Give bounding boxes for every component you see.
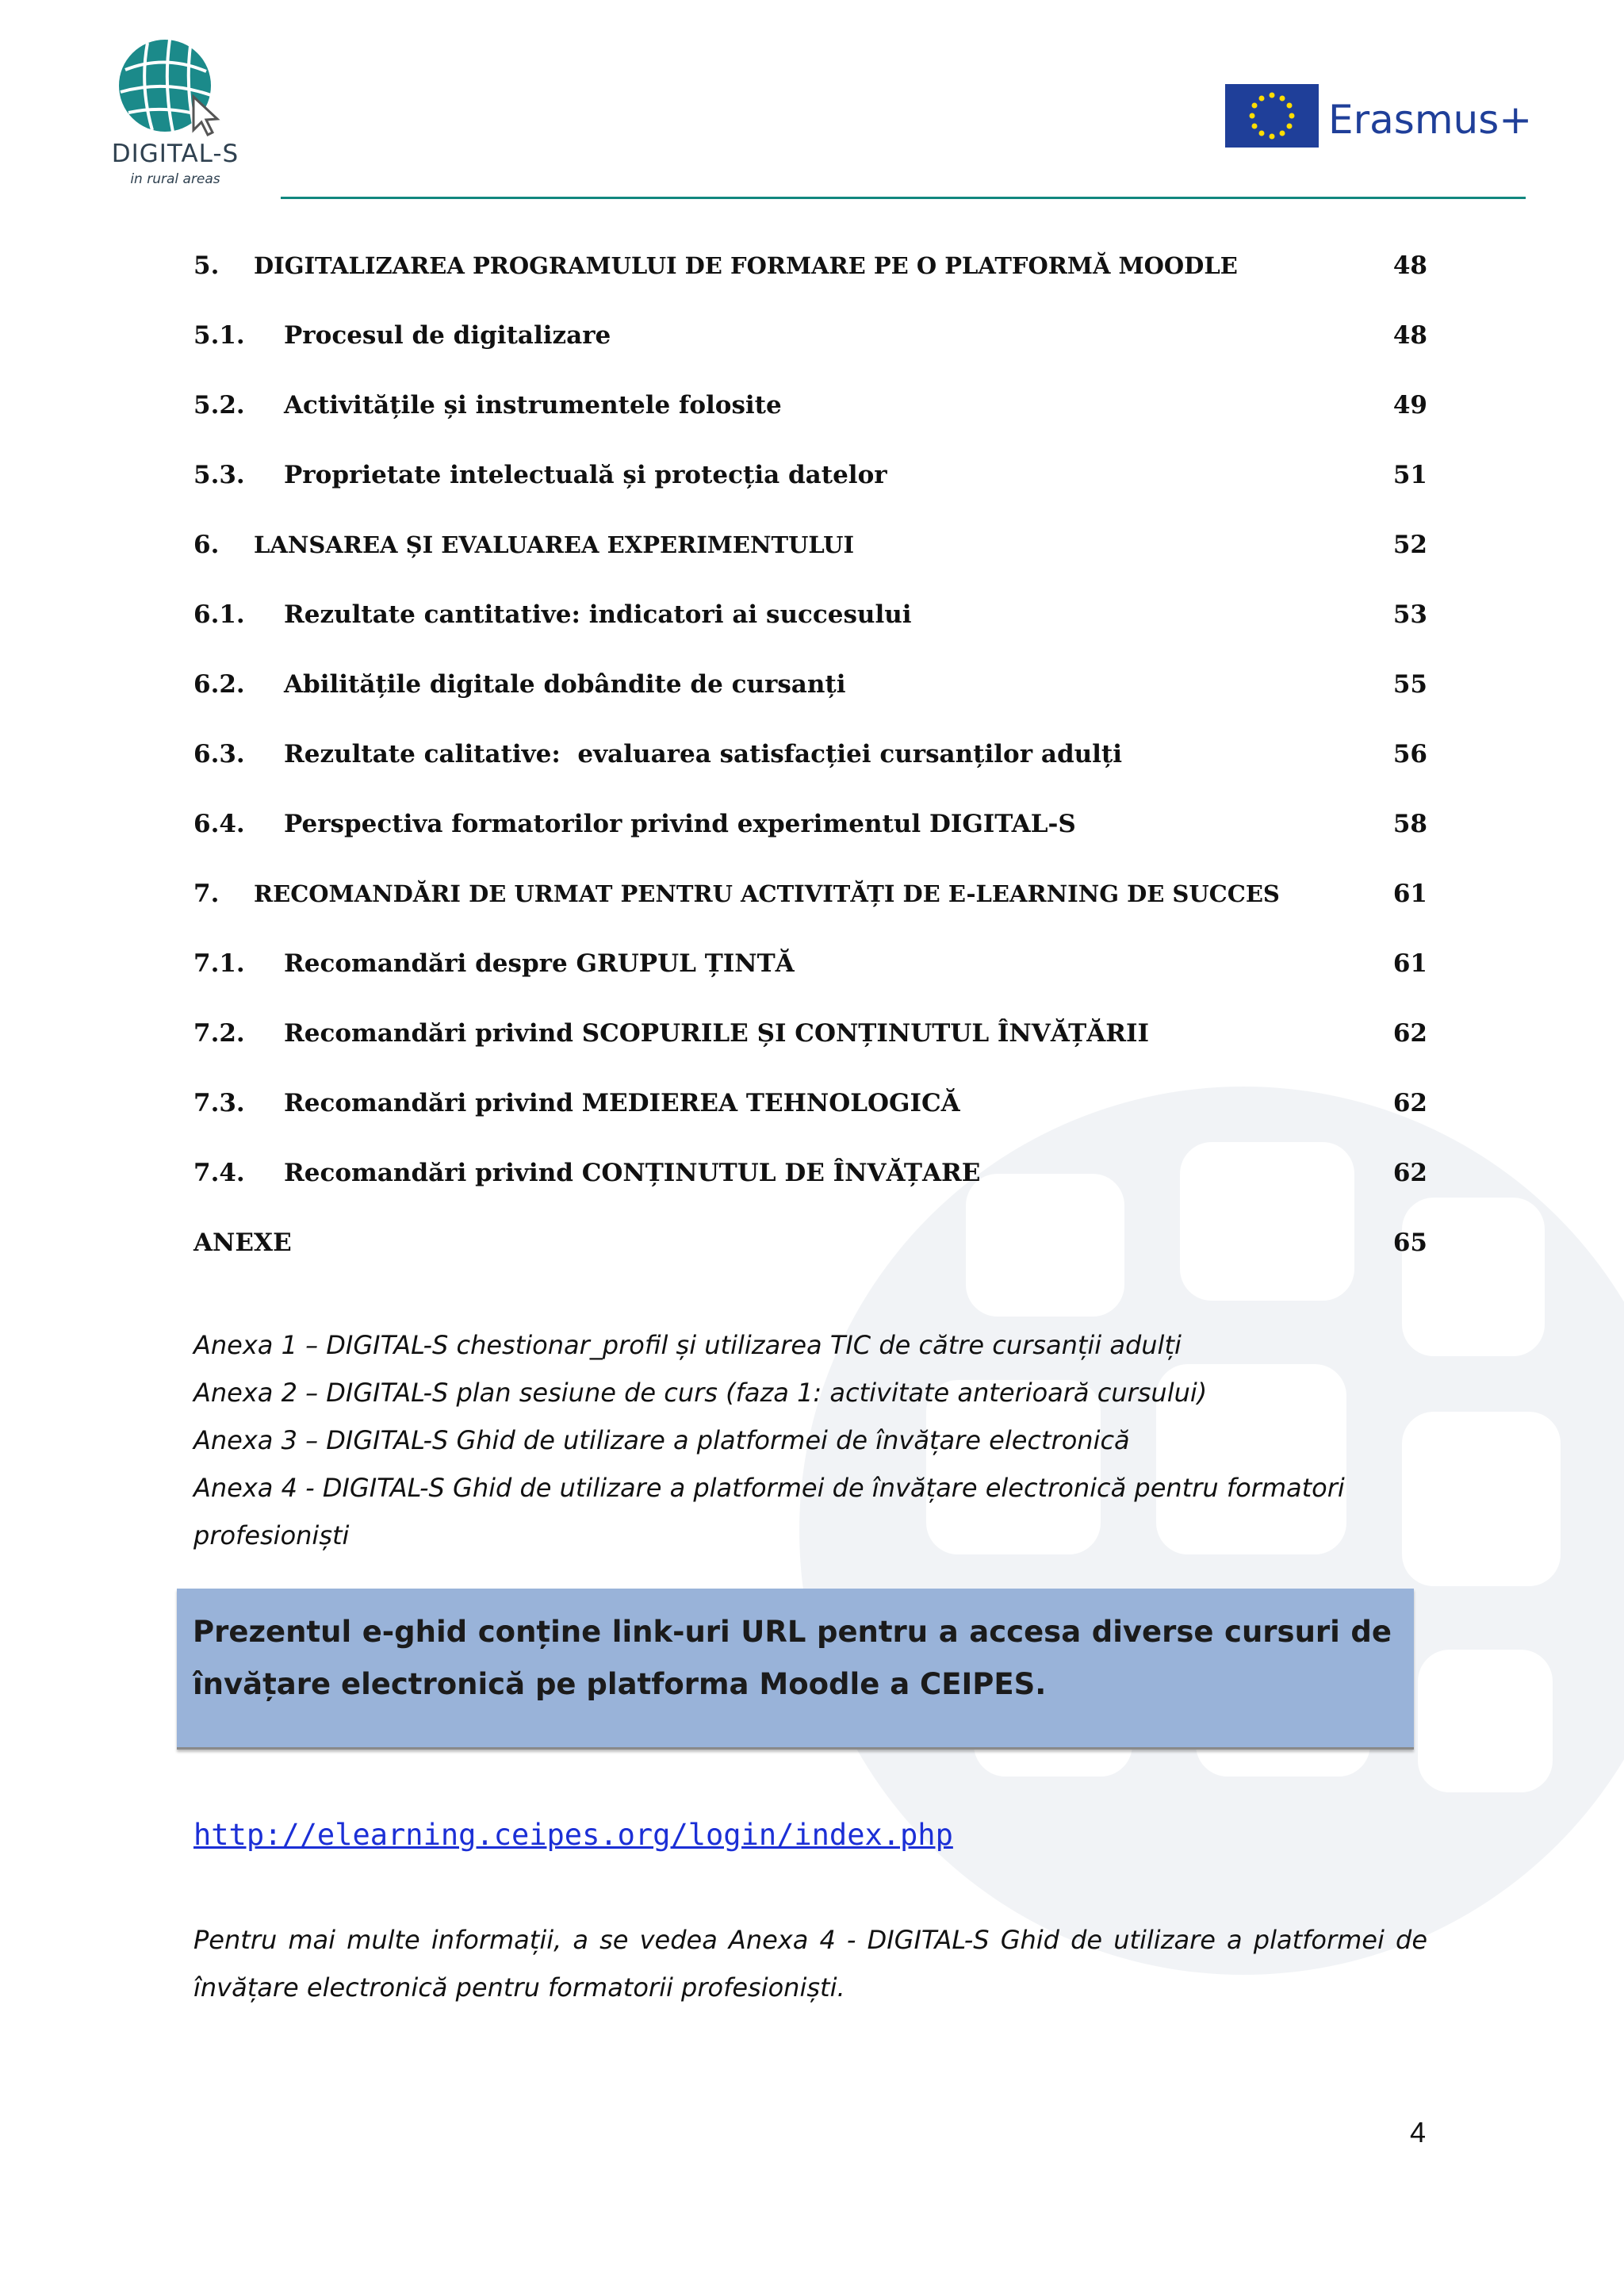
toc-entry-7-3[interactable] bbox=[193, 1083, 1427, 1123]
toc-title: DIGITALIZAREA PROGRAMULUI DE FORMARE PE O PLATFORMĂ MOODLE bbox=[254, 252, 1238, 279]
toc-entry-5-1[interactable] bbox=[193, 316, 1427, 355]
annex-item: Anexa 2 – DIGITAL-S plan sesiune de curs (faza 1: activitate anterioară cursului) bbox=[193, 1378, 1208, 1408]
moodle-login-link[interactable]: http://elearning.ceipes.org/login/index.php bbox=[193, 1818, 953, 1852]
toc-page: 53 bbox=[1392, 600, 1427, 629]
toc-number: 6.2. bbox=[193, 670, 245, 699]
toc-page: 62 bbox=[1392, 1089, 1427, 1117]
header-divider bbox=[281, 197, 1526, 199]
toc-number: 5. bbox=[193, 251, 220, 280]
toc-title: Recomandări privind SCOPURILE ȘI CONȚINUTUL ÎNVĂȚĂRII bbox=[284, 1019, 1150, 1048]
toc-entry-5[interactable] bbox=[193, 246, 1427, 286]
info-callout-box bbox=[177, 1589, 1414, 1750]
toc-page: 55 bbox=[1392, 670, 1427, 699]
toc-entry-6-1[interactable] bbox=[193, 595, 1427, 634]
annex-item: Anexa 4 - DIGITAL-S Ghid de utilizare a platformei de învățare electronică pentru formatori bbox=[193, 1473, 1345, 1503]
logo-text: DIGITAL-S bbox=[111, 140, 239, 168]
toc-number: 6. bbox=[193, 531, 220, 559]
digital-s-logo bbox=[94, 38, 252, 205]
toc-title: Activitățile și instrumentele folosite bbox=[284, 391, 782, 420]
toc-number: ANEXE bbox=[193, 1228, 292, 1257]
annex-item: Anexa 1 – DIGITAL-S chestionar_profil și utilizarea TIC de către cursanții adulți bbox=[193, 1330, 1182, 1360]
toc-entry-6-3[interactable] bbox=[193, 734, 1427, 774]
toc-number: 7. bbox=[193, 880, 220, 908]
toc-page: 56 bbox=[1392, 740, 1427, 769]
toc-title: Recomandări privind MEDIEREA TEHNOLOGICĂ bbox=[284, 1089, 960, 1117]
toc-page: 65 bbox=[1392, 1228, 1427, 1257]
page-number: 4 bbox=[1410, 2116, 1427, 2148]
toc-number: 7.1. bbox=[193, 949, 245, 978]
toc-entry-7[interactable] bbox=[193, 874, 1427, 914]
toc-page: 52 bbox=[1392, 531, 1427, 559]
toc-number: 6.1. bbox=[193, 600, 245, 629]
toc-title: Abilitățile digitale dobândite de cursanți bbox=[284, 670, 846, 699]
toc-entry-6-4[interactable] bbox=[193, 804, 1427, 844]
toc-title: Proprietate intelectuală și protecția datelor bbox=[284, 461, 887, 489]
toc-page: 49 bbox=[1392, 391, 1427, 420]
toc-page: 58 bbox=[1392, 810, 1427, 838]
toc-page: 51 bbox=[1392, 461, 1427, 489]
toc-title: Rezultate cantitative: indicatori ai succesului bbox=[284, 600, 912, 629]
toc-number: 6.4. bbox=[193, 810, 245, 838]
toc-title: Perspectiva formatorilor privind experimentul DIGITAL-S bbox=[284, 810, 1076, 838]
toc-entry-7-2[interactable] bbox=[193, 1014, 1427, 1053]
logo-subtext: in rural areas bbox=[130, 171, 220, 187]
toc-entry-7-4[interactable] bbox=[193, 1153, 1427, 1193]
toc-number: 5.1. bbox=[193, 321, 245, 350]
toc-entry-anexe[interactable] bbox=[193, 1223, 1427, 1263]
toc-number: 7.2. bbox=[193, 1019, 245, 1048]
erasmus-wordmark: Erasmus+ bbox=[1328, 97, 1533, 143]
toc-title: Recomandări privind CONȚINUTUL DE ÎNVĂȚARE bbox=[284, 1159, 981, 1187]
toc-entry-5-2[interactable] bbox=[193, 385, 1427, 425]
toc-page: 61 bbox=[1392, 880, 1427, 908]
toc-number: 5.2. bbox=[193, 391, 245, 420]
toc-title: Procesul de digitalizare bbox=[284, 321, 611, 350]
toc-entry-6[interactable] bbox=[193, 525, 1427, 565]
toc-number: 6.3. bbox=[193, 740, 245, 769]
annex-item: Anexa 3 – DIGITAL-S Ghid de utilizare a platformei de învățare electronică bbox=[193, 1425, 1130, 1455]
globe-logo-icon bbox=[117, 38, 228, 137]
toc-page: 61 bbox=[1392, 949, 1427, 978]
toc-page: 62 bbox=[1392, 1019, 1427, 1048]
annex-item: profesioniști bbox=[193, 1520, 350, 1550]
toc-title: LANSAREA ȘI EVALUAREA EXPERIMENTULUI bbox=[254, 531, 855, 558]
toc-number: 7.4. bbox=[193, 1159, 245, 1187]
callout-text: Prezentul e-ghid conține link-uri URL pentru a accesa diverse cursuri de învățare electronică pe platforma Moodle a CEIPES. bbox=[193, 1615, 1392, 1701]
toc-title: Recomandări despre GRUPUL ȚINTĂ bbox=[284, 949, 795, 978]
annex-list bbox=[193, 1321, 1427, 1559]
toc-page: 62 bbox=[1392, 1159, 1427, 1187]
toc-entry-6-2[interactable] bbox=[193, 665, 1427, 704]
toc-number: 7.3. bbox=[193, 1089, 245, 1117]
toc-title: RECOMANDĂRI DE URMAT PENTRU ACTIVITĂȚI DE E-LEARNING DE SUCCES bbox=[254, 880, 1280, 907]
toc-entry-7-1[interactable] bbox=[193, 944, 1427, 983]
toc-page: 48 bbox=[1392, 251, 1427, 280]
toc-title: Rezultate calitative: evaluarea satisfacției cursanților adulți bbox=[284, 740, 1123, 769]
eu-flag-icon bbox=[1225, 84, 1319, 148]
toc-page: 48 bbox=[1392, 321, 1427, 350]
toc-entry-5-3[interactable] bbox=[193, 455, 1427, 495]
erasmus-logo bbox=[1225, 84, 1533, 148]
toc-number: 5.3. bbox=[193, 461, 245, 489]
info-paragraph: Pentru mai multe informații, a se vedea Anexa 4 - DIGITAL-S Ghid de utilizare a platformei de învățare electronică pentru formatorii profesioniști. bbox=[193, 1925, 1427, 2003]
